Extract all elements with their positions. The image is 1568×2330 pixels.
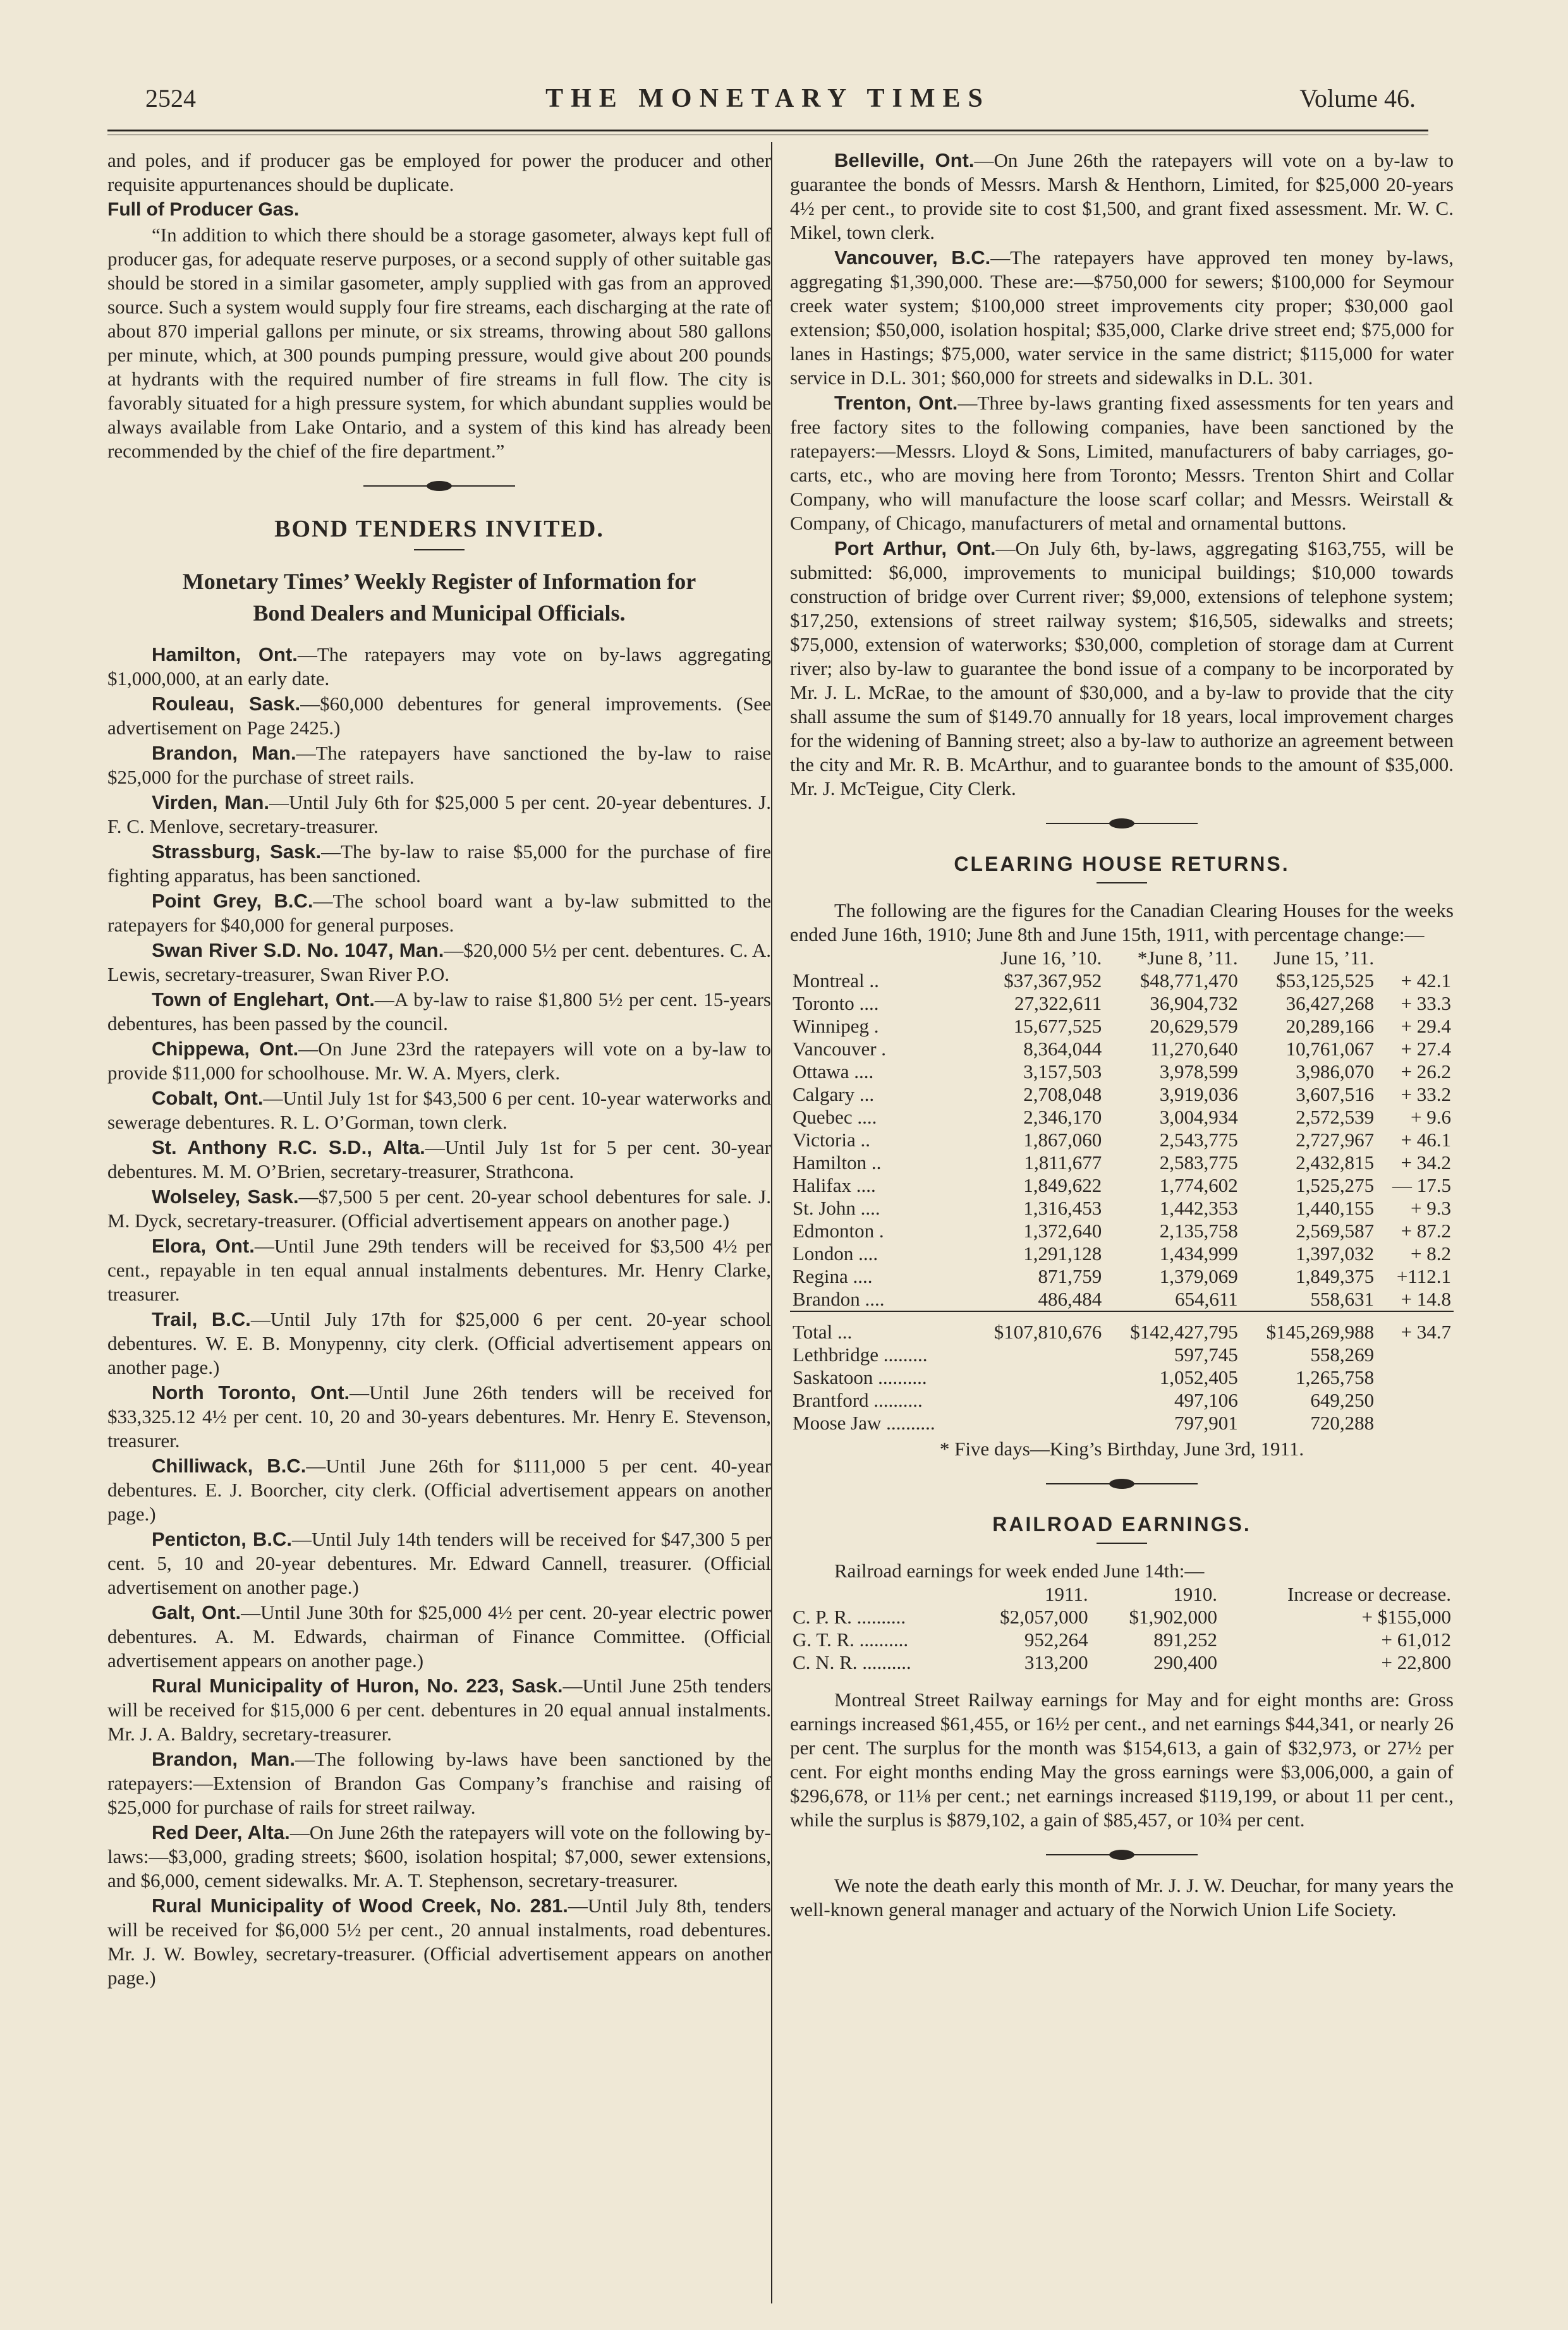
table-cell: 3,157,503: [1023, 1060, 1102, 1083]
entry-text: —The following by-laws have been sanctioned by the ratepayers:—Extension of Brandon Gas Company’s franchise and raising of $25,000 for purchase of rails for street railway.: [107, 1748, 771, 1818]
entry-text: —Until July 1st for $43,500 6 per cent. 10-year waterworks and sewerage debentures. R. L. O’Gorman, town clerk.: [107, 1087, 771, 1133]
table-cell: Halifax ....: [793, 1174, 876, 1196]
table-cell: $2,057,000: [1000, 1606, 1088, 1628]
table-row: [790, 1197, 1454, 1220]
table-cell: 8,364,044: [1023, 1038, 1102, 1060]
table-cell: *June 8, ’11.: [1137, 947, 1238, 969]
table-cell: 2,543,775: [1159, 1129, 1238, 1151]
entry-place: Cobalt, Ont.: [152, 1087, 264, 1109]
railroad-table: [790, 1583, 1454, 1674]
table-row: [790, 1174, 1454, 1197]
table-cell: 1,774,602: [1159, 1174, 1238, 1196]
table-cell: 558,631: [1310, 1288, 1375, 1310]
table-cell: 2,708,048: [1023, 1083, 1102, 1105]
table-cell: 654,611: [1175, 1288, 1238, 1310]
entry-place: Trenton, Ont.: [834, 392, 958, 414]
entry-place: Brandon, Man.: [152, 1748, 296, 1770]
table-cell: + 33.2: [1401, 1083, 1451, 1105]
table-cell: 1,440,155: [1296, 1197, 1375, 1219]
bond-entry: [107, 889, 771, 937]
table-cell: 3,919,036: [1159, 1083, 1238, 1105]
table-cell: + 9.3: [1411, 1197, 1451, 1219]
table-cell: $53,125,525: [1276, 969, 1375, 992]
table-cell: 2,346,170: [1023, 1106, 1102, 1128]
bond-tenders-title: BOND TENDERS INVITED.: [274, 516, 604, 542]
table-cell: Lethbridge .........: [793, 1344, 928, 1366]
table-cell: 1,442,353: [1159, 1197, 1238, 1219]
table-cell: + 42.1: [1401, 969, 1451, 992]
bond-entry: [107, 1136, 771, 1184]
table-cell: 1,867,060: [1023, 1129, 1102, 1151]
bond-entry: [107, 938, 771, 986]
entry-place: Belleville, Ont.: [834, 149, 975, 171]
table-cell: 20,289,166: [1285, 1015, 1375, 1037]
entry-place: Elora, Ont.: [152, 1235, 255, 1257]
table-cell: [1377, 1344, 1454, 1366]
entry-text: —Until July 14th tenders will be received for $47,300 5 per cent. 5, 10 and 20-year debentures. Mr. Edward Cannell, treasurer. (Official advertisement on another page.): [107, 1528, 771, 1598]
bond-entry: [790, 537, 1454, 801]
entry-text: —Until July 8th, tenders will be received for $6,000 5½ per cent., 20 annual instalments, road debentures. Mr. J. W. Bowley, secretary-treasurer. (Official advertisement appears on another page.): [107, 1895, 771, 1989]
table-cell: 2,572,539: [1296, 1106, 1375, 1128]
table-cell: Saskatoon ..........: [793, 1366, 927, 1388]
table-cell: Winnipeg .: [793, 1015, 879, 1037]
table-row: [790, 1083, 1454, 1106]
table-cell: 3,986,070: [1296, 1060, 1375, 1083]
entry-place: Red Deer, Alta.: [152, 1821, 290, 1843]
right-entries-list: [790, 149, 1454, 801]
table-cell: + 33.3: [1401, 992, 1451, 1014]
table-cell: [1377, 947, 1454, 969]
table-cell: Regina ....: [793, 1265, 873, 1287]
bond-entry: [107, 988, 771, 1036]
table-row: [790, 1606, 1454, 1629]
entry-place: Chippewa, Ont.: [152, 1038, 299, 1060]
railroad-earnings-title: RAILROAD EARNINGS.: [992, 1513, 1251, 1536]
entry-place: Swan River S.D. No. 1047, Man.: [152, 939, 444, 961]
table-cell: C. N. R. ..........: [793, 1651, 911, 1673]
table-cell: $145,269,988: [1241, 1311, 1377, 1344]
right-column: [790, 149, 1454, 1922]
table-cell: Montreal ..: [793, 969, 879, 992]
entry-text: —The ratepayers may vote on by-laws aggregating $1,000,000, at an early date.: [107, 643, 771, 689]
bond-entry: [107, 1821, 771, 1893]
table-row: [790, 969, 1454, 992]
table-cell: 871,759: [1038, 1265, 1102, 1287]
table-cell: Brandon ....: [793, 1288, 885, 1310]
entry-place: Rouleau, Sask.: [152, 693, 301, 715]
table-cell: 1,525,275: [1296, 1174, 1375, 1196]
table-cell: Hamilton ..: [793, 1151, 882, 1174]
table-cell: Calgary ...: [793, 1083, 875, 1105]
table-cell: + 8.2: [1411, 1242, 1451, 1265]
bond-entry: [107, 1037, 771, 1085]
table-header-row: [790, 1583, 1454, 1606]
entry-text: —A by-law to raise $1,800 5½ per cent. 15-years debentures, has been passed by the council.: [107, 988, 771, 1035]
entry-place: Virden, Man.: [152, 791, 270, 813]
table-cell: 1911.: [1045, 1583, 1088, 1605]
table-cell: 497,106: [1174, 1389, 1238, 1411]
short-rule: [1097, 1543, 1147, 1544]
table-cell: + 34.7: [1377, 1311, 1454, 1344]
entry-place: Galt, Ont.: [152, 1601, 241, 1623]
table-cell: [968, 1389, 1104, 1412]
table-cell: 2,432,815: [1296, 1151, 1375, 1174]
entry-place: Town of Englehart, Ont.: [152, 988, 375, 1010]
total-row: [790, 1311, 1454, 1344]
obituary-paragraph: We note the death early this month of Mr. J. J. W. Deuchar, for many years the well-known general manager and actuary of the Norwich Union Life Society.: [790, 1874, 1454, 1920]
entry-place: Penticton, B.C.: [152, 1528, 292, 1550]
table-cell: 1910.: [1173, 1583, 1217, 1605]
entry-text: —Until June 30th for $25,000 4½ per cent. 20-year electric power debentures. A. M. Edwards, chairman of Finance Committee. (Official advertisement appears on another page.): [107, 1601, 771, 1672]
entry-place: Trail, B.C.: [152, 1308, 251, 1330]
table-row: [790, 1060, 1454, 1083]
bond-entry: [107, 741, 771, 789]
table-row: [790, 1629, 1454, 1651]
clearing-intro: The following are the figures for the Canadian Clearing Houses for the weeks ended June 16th, 1910; June 8th and June 15th, 1911, with percentage change:—: [790, 899, 1454, 945]
table-cell: [968, 1366, 1104, 1389]
table-cell: 649,250: [1310, 1389, 1375, 1411]
bond-subtitle: [107, 566, 771, 629]
table-cell: 952,264: [1024, 1629, 1088, 1651]
bond-entry: [107, 1601, 771, 1673]
bond-entry: [107, 643, 771, 691]
table-cell: Toronto ....: [793, 992, 879, 1014]
table-row: [790, 1389, 1454, 1412]
entry-place: Wolseley, Sask.: [152, 1186, 299, 1208]
ornament-divider: [790, 816, 1454, 827]
clearing-house-title: CLEARING HOUSE RETURNS.: [954, 853, 1290, 875]
ornament-divider: [790, 1476, 1454, 1488]
entry-place: Strassburg, Sask.: [152, 840, 322, 863]
table-cell: 15,677,525: [1013, 1015, 1102, 1037]
table-row: [790, 1106, 1454, 1129]
table-cell: +112.1: [1396, 1265, 1451, 1287]
entry-text: —Until June 25th tenders will be received for $15,000 6 per cent. debentures in 20 equal annual instalments. Mr. J. A. Baldry, secretary-treasurer.: [107, 1675, 771, 1745]
table-cell: + 9.6: [1411, 1106, 1451, 1128]
table-row: [790, 1344, 1454, 1366]
table-cell: + 46.1: [1401, 1129, 1451, 1151]
table-row: [790, 1651, 1454, 1674]
table-cell: 10,761,067: [1285, 1038, 1375, 1060]
bond-entry: [107, 791, 771, 839]
table-cell: 558,269: [1310, 1344, 1375, 1366]
table-cell: [1377, 1412, 1454, 1435]
entry-place: Rural Municipality of Huron, No. 223, Sask.: [152, 1675, 563, 1697]
table-cell: $37,367,952: [1004, 969, 1102, 992]
table-cell: $142,427,795: [1104, 1311, 1240, 1344]
table-cell: [1377, 1366, 1454, 1389]
table-cell: + 34.2: [1401, 1151, 1451, 1174]
table-cell: 1,811,677: [1024, 1151, 1102, 1174]
table-cell: 36,427,268: [1285, 992, 1375, 1014]
quote-paragraph: “In addition to which there should be a storage gasometer, always kept full of producer gas, for adequate reserve purposes, or a second supply of other suitable gas should be stored in a similar gasometer, amply supplied with gas from an approved source. Such a system would supply four fire streams, each discharging at the rate of about 870 imperial gallons per minute, or six streams, throwing about 580 gallons per minute, which, at 300 pounds pumping pressure, would give about 200 pounds at hydrants with the required number of fire streams in full flow. The city is favorably situated for a high pressure system, for which abundant supplies would be always available from Lake Ontario, and a system of this kind has already been recommended by the chief of the fire department.”: [107, 224, 771, 462]
entry-place: North Toronto, Ont.: [152, 1381, 350, 1404]
table-row: [790, 992, 1454, 1015]
entry-place: Point Grey, B.C.: [152, 890, 313, 912]
table-cell: 36,904,732: [1150, 992, 1238, 1014]
bond-entry: [107, 1894, 771, 1990]
table-cell: 1,397,032: [1296, 1242, 1375, 1265]
bond-entry: [107, 1381, 771, 1453]
left-column: [107, 149, 771, 1991]
entry-text: —Three by-laws granting fixed assessments for ten years and free factory sites to the following companies, have been sanctioned by the ratepayers:—Messrs. Lloyd & Sons, Limited, manufacturers of baby carriages, go-carts, etc., who are moving here from Toronto; Messrs. Trenton Shirt and Collar Company, who will manufacture the loose scarf collar; and Messrs. Weirstall & Company, of Chicago, manufacturers of metal and ornamental buttons.: [790, 392, 1454, 534]
table-cell: June 16, ’10.: [1000, 947, 1102, 969]
table-cell: June 15, ’11.: [1273, 947, 1375, 969]
table-cell: + 29.4: [1401, 1015, 1451, 1037]
table-cell: G. T. R. ..........: [793, 1629, 909, 1651]
table-header-row: [790, 947, 1454, 969]
table-cell: Moose Jaw ..........: [793, 1412, 935, 1434]
bond-entry: [790, 391, 1454, 535]
entry-text: —Until June 26th for $111,000 5 per cent. 40-year debentures. E. J. Boorcher, city clerk. (Official advertisement appears on another page.): [107, 1455, 771, 1525]
entry-place: St. Anthony R.C. S.D., Alta.: [152, 1136, 425, 1158]
bond-entry: [107, 1527, 771, 1599]
table-cell: Increase or decrease.: [1287, 1583, 1451, 1605]
column-divider: [771, 142, 772, 2303]
entry-text: —The ratepayers have approved ten money by-laws, aggregating $1,390,000. These are:—$750,000 for sewers; $100,000 for Seymour creek water system; $100,000 street improvements city proper; $30,000 gaol extension; $50,000, isolation hospital; $35,000, Clarke drive street end; $75,000 for lanes in Hastings; $75,000, water service in the same district; $115,000 for water service in D.L. 301; $60,000 for streets and sidewalks in D.L. 301.: [790, 246, 1454, 389]
table-cell: 2,727,967: [1296, 1129, 1375, 1151]
bond-entry: [107, 1086, 771, 1134]
bond-subtitle-line2: Bond Dealers and Municipal Officials.: [253, 600, 626, 626]
table-cell: 1,372,640: [1023, 1220, 1102, 1242]
entry-text: —Until July 1st for 5 per cent. 30-year debentures. M. M. O’Brien, secretary-treasurer, Strathcona.: [107, 1136, 771, 1182]
short-rule: [414, 549, 465, 550]
table-cell: $107,810,676: [968, 1311, 1104, 1344]
bond-entry: [107, 1454, 771, 1526]
bond-entry: [107, 1185, 771, 1233]
page-number: 2524: [145, 84, 196, 112]
table-row: [790, 1220, 1454, 1242]
entry-place: Chilliwack, B.C.: [152, 1455, 307, 1477]
entry-place: Rural Municipality of Wood Creek, No. 281.: [152, 1895, 568, 1917]
entry-place: Port Arthur, Ont.: [834, 537, 996, 559]
table-row: [790, 1366, 1454, 1389]
bond-subtitle-line1: Monetary Times’ Weekly Register of Information for: [182, 569, 696, 594]
entry-text: —On June 26th the ratepayers will vote on the following by-laws:—$3,000, grading streets; $600, isolation hospital; $7,000, sewer extensions, and $6,000, cement sidewalks. Mr. A. T. Stephenson, secretary-treasurer.: [107, 1821, 771, 1891]
table-cell: Vancouver .: [793, 1038, 887, 1060]
entry-text: —The ratepayers have sanctioned the by-law to raise $25,000 for the purchase of street rails.: [107, 742, 771, 788]
table-row: [790, 1242, 1454, 1265]
table-row: [790, 1151, 1454, 1174]
table-row: [790, 1288, 1454, 1311]
railroad-intro: Railroad earnings for week ended June 14th:—: [834, 1560, 1205, 1582]
entry-text: —$60,000 debentures for general improvements. (See advertisement on Page 2425.): [107, 693, 772, 739]
table-cell: Brantford ..........: [793, 1389, 923, 1411]
table-cell: 891,252: [1153, 1629, 1217, 1651]
bond-entry: [790, 149, 1454, 245]
table-cell: St. John ....: [793, 1197, 880, 1219]
table-cell: 3,607,516: [1296, 1083, 1375, 1105]
table-cell: Total ...: [790, 1311, 968, 1344]
table-cell: 1,052,405: [1159, 1366, 1238, 1388]
table-cell: 1,849,622: [1023, 1174, 1102, 1196]
table-cell: 2,135,758: [1159, 1220, 1238, 1242]
entry-text: —On June 26th the ratepayers will vote on a by-law to guarantee the bonds of Messrs. Marsh & Henthorn, Limited, for $25,000 20-years 4½ per cent., to provide site to cost $1,500, and grant fixed assessment. Mr. W. C. Mikel, town clerk.: [790, 149, 1454, 243]
table-cell: 2,569,587: [1296, 1220, 1375, 1242]
page-header: [107, 81, 1428, 131]
table-row: [790, 1129, 1454, 1151]
entry-place: Hamilton, Ont.: [152, 643, 298, 665]
entry-place: Brandon, Man.: [152, 742, 296, 764]
bond-entry: [107, 840, 771, 888]
entry-text: —$7,500 5 per cent. 20-year school debentures for sale. J. M. Dyck, secretary-treasurer. (Official advertisement appears on another page.): [107, 1186, 771, 1232]
table-cell: Victoria ..: [793, 1129, 870, 1151]
table-cell: 720,288: [1310, 1412, 1375, 1434]
table-cell: 290,400: [1153, 1651, 1217, 1673]
table-cell: 1,265,758: [1296, 1366, 1375, 1388]
entry-text: —On June 23rd the ratepayers will vote on a by-law to provide $11,000 for schoolhouse. Mr. W. A. Myers, clerk.: [107, 1038, 771, 1084]
intro-paragraph: and poles, and if producer gas be employed for power the producer and other requisite appurtenances should be duplicate.: [107, 149, 771, 195]
header-rule: [107, 130, 1428, 131]
entry-text: —$20,000 5½ per cent. debentures. C. A. Lewis, secretary-treasurer, Swan River P.O.: [107, 939, 771, 985]
table-cell: 1,379,069: [1159, 1265, 1238, 1287]
entry-text: —Until July 17th for $25,000 6 per cent. 20-year school debentures. W. E. B. Monypenny, city clerk. (Official advertisement appears on another page.): [107, 1308, 772, 1378]
bond-entries-list: [107, 643, 771, 1990]
table-cell: + $155,000: [1361, 1606, 1451, 1628]
table-cell: London ....: [793, 1242, 878, 1265]
table-cell: 486,484: [1038, 1288, 1102, 1310]
clearing-house-table: [790, 947, 1454, 1435]
bond-entry: [107, 692, 771, 740]
ornament-divider: [790, 1847, 1454, 1859]
table-cell: $48,771,470: [1140, 969, 1238, 992]
table-cell: 3,978,599: [1159, 1060, 1238, 1083]
bond-entry: [790, 246, 1454, 390]
short-rule: [1097, 882, 1147, 883]
entry-text: —Until June 26th tenders will be received for $33,325.12 4½ per cent. 10, 20 and 30-years debentures. Mr. Henry E. Stevenson, treasurer.: [107, 1381, 771, 1452]
table-cell: + 26.2: [1401, 1060, 1451, 1083]
street-railway-paragraph: Montreal Street Railway earnings for May and for eight months are: Gross earnings increased $61,455, or 16½ per cent., and net earnings $44,341, or nearly 26 per cent. The surplus for the month was $154,613, a gain of $32,973, or 27½ per cent. For eight months ending May the gross earnings were $3,006,000, a gain of $296,678, or 11⅛ per cent.; net earnings increased $119,199, or about 11 per cent., while the surplus is $879,102, a gain of $85,457, or 10¾ per cent.: [790, 1689, 1454, 1831]
table-cell: Edmonton .: [793, 1220, 884, 1242]
table-cell: + 22,800: [1381, 1651, 1451, 1673]
entry-text: —Until June 29th tenders will be received for $3,500 4½ per cent., repayable in ten equal annual instalments debentures. Mr. Henry Clarke, treasurer.: [107, 1235, 771, 1305]
table-cell: 11,270,640: [1150, 1038, 1238, 1060]
table-row: [790, 1412, 1454, 1435]
table-cell: Quebec ....: [793, 1106, 877, 1128]
entry-text: —The by-law to raise $5,000 for the purchase of fire fighting apparatus, has been sanctioned.: [107, 840, 772, 887]
table-cell: + 87.2: [1401, 1220, 1451, 1242]
table-cell: [1377, 1389, 1454, 1412]
entry-text: —The school board want a by-law submitted to the ratepayers for $40,000 for general purposes.: [107, 890, 771, 936]
table-cell: 3,004,934: [1159, 1106, 1238, 1128]
table-cell: 597,745: [1174, 1344, 1238, 1366]
entry-text: —On July 6th, by-laws, aggregating $163,755, will be submitted: $6,000, improvements to municipal buildings; $10,000 towards construction of bridge over Current river; $9,000, extensions of telephone system; $17,250, extensions of street railway system; $16,505, sidewalks and streets; $75,000, extension of waterworks; $30,000, completion of storage dam at Current river; also by-law to guarantee the bond issue of a company to be incorporated by Mr. J. L. McRae, to the amount of $30,000, and a by-law to provide that the city shall assume the sum of $149.70 annually for 18 years, local improvement charges for the widening of Banning street; also a by-law to authorize an agreement between the city and Mr. R. B. McArthur, and to guarantee bonds to the amount of $35,000. Mr. J. McTeigue, City Clerk.: [790, 537, 1454, 799]
table-cell: 27,322,611: [1014, 992, 1102, 1014]
table-cell: [968, 1344, 1104, 1366]
bond-entry: [107, 1747, 771, 1819]
table-cell: — 17.5: [1392, 1174, 1451, 1196]
table-cell: $1,902,000: [1129, 1606, 1217, 1628]
publication-title: THE MONETARY TIMES: [545, 84, 990, 113]
table-cell: 1,434,999: [1159, 1242, 1238, 1265]
table-cell: + 14.8: [1401, 1288, 1451, 1310]
ornament-divider: [107, 478, 771, 490]
table-cell: 797,901: [1174, 1412, 1238, 1434]
table-cell: 1,316,453: [1023, 1197, 1102, 1219]
table-cell: [790, 1583, 961, 1606]
volume-label: Volume 46.: [1299, 84, 1416, 112]
entry-text: —Until July 6th for $25,000 5 per cent. 20-year debentures. J. F. C. Menlove, secretary-treasurer.: [107, 791, 771, 837]
table-cell: + 61,012: [1381, 1629, 1451, 1651]
bond-entry: [107, 1234, 771, 1306]
bond-entry: [107, 1674, 771, 1746]
entry-place: Vancouver, B.C.: [834, 246, 991, 269]
bond-entry: [107, 1308, 771, 1380]
subheading: Full of Producer Gas.: [107, 199, 300, 220]
table-row: [790, 1015, 1454, 1038]
table-cell: + 27.4: [1401, 1038, 1451, 1060]
table-cell: [968, 1412, 1104, 1435]
table-cell: [790, 947, 968, 969]
table-row: [790, 1038, 1454, 1060]
table-cell: 1,849,375: [1296, 1265, 1375, 1287]
table-cell: C. P. R. ..........: [793, 1606, 906, 1628]
table-cell: 313,200: [1024, 1651, 1088, 1673]
table-cell: Ottawa ....: [793, 1060, 874, 1083]
table-cell: 1,291,128: [1023, 1242, 1102, 1265]
table-cell: 20,629,579: [1150, 1015, 1238, 1037]
table-row: [790, 1265, 1454, 1288]
table-cell: 2,583,775: [1159, 1151, 1238, 1174]
clearing-footnote: * Five days—King’s Birthday, June 3rd, 1911.: [939, 1438, 1304, 1460]
